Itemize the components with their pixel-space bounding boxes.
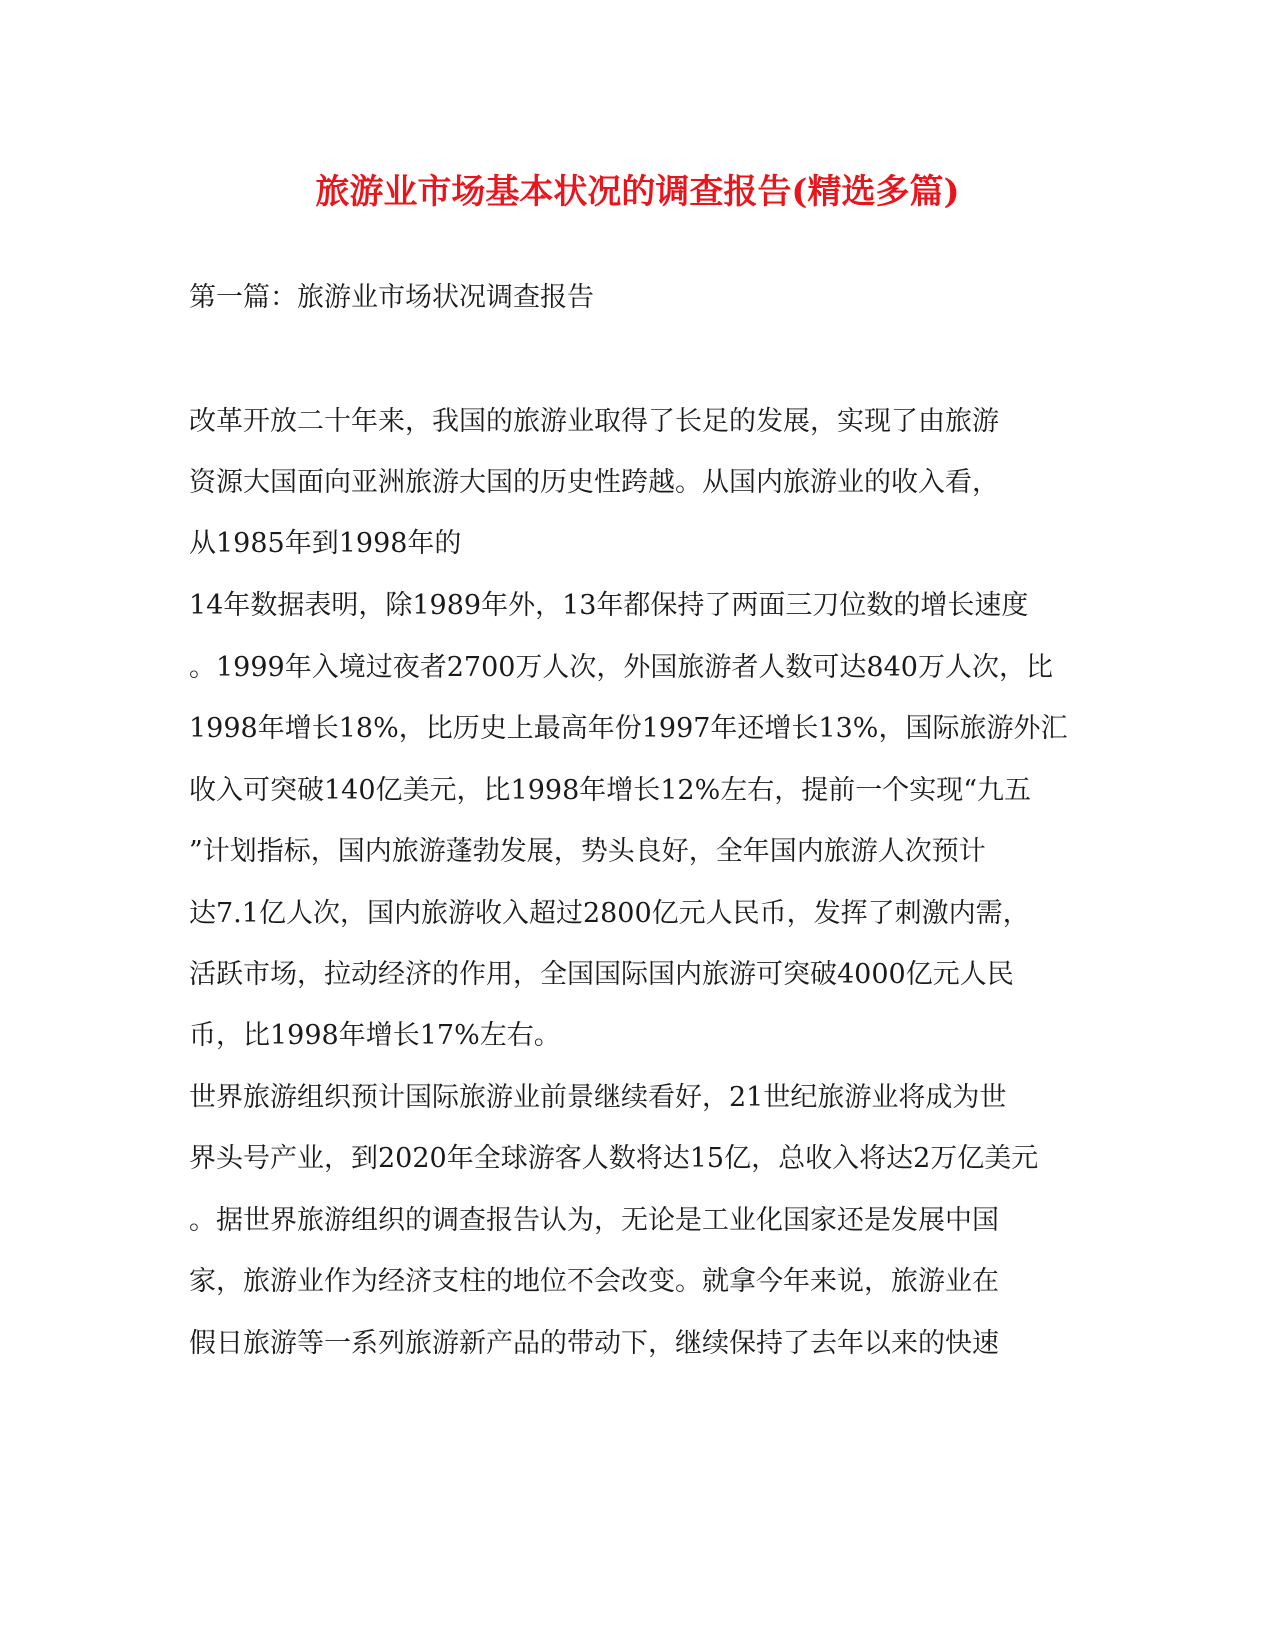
section-heading: 第一篇：旅游业市场状况调查报告 (189, 282, 594, 313)
body-line: 。据世界旅游组织的调查报告认为，无论是工业化国家还是发展中国 (189, 1205, 999, 1236)
document-title: 旅游业市场基本状况的调查报告(精选多篇) (315, 172, 960, 212)
body-line: 1998年增长18%，比历史上最高年份1997年还增长13%，国际旅游外汇 (189, 713, 1068, 744)
body-line: 活跃市场，拉动经济的作用，全国国际国内旅游可突破4000亿元人民 (189, 959, 1014, 990)
body-line: 假日旅游等一系列旅游新产品的带动下，继续保持了去年以来的快速 (189, 1328, 999, 1359)
body-line: 家，旅游业作为经济支柱的地位不会改变。就拿今年来说，旅游业在 (189, 1266, 999, 1297)
body-line: 收入可突破140亿美元，比1998年增长12%左右，提前一个实现“九五 (189, 775, 1032, 806)
body-line: 14年数据表明，除1989年外，13年都保持了两面三刀位数的增长速度 (189, 590, 1029, 621)
body-line: 改革开放二十年来，我国的旅游业取得了长足的发展，实现了由旅游 (189, 406, 999, 437)
body-line: 。1999年入境过夜者2700万人次，外国旅游者人数可达840万人次，比 (189, 652, 1053, 683)
body-line: 世界旅游组织预计国际旅游业前景继续看好，21世纪旅游业将成为世 (189, 1082, 1007, 1113)
body-line: 币，比1998年增长17%左右。 (189, 1020, 561, 1051)
body-line: 达7.1亿人次，国内旅游收入超过2800亿元人民币，发挥了刺激内需， (189, 898, 1030, 929)
body-line: ”计划指标，国内旅游蓬勃发展，势头良好，全年国内旅游人次预计 (189, 836, 986, 867)
body-line: 从1985年到1998年的 (189, 528, 462, 559)
body-line: 界头号产业，到2020年全球游客人数将达15亿，总收入将达2万亿美元 (189, 1143, 1039, 1174)
body-line: 资源大国面向亚洲旅游大国的历史性跨越。从国内旅游业的收入看， (189, 467, 999, 498)
